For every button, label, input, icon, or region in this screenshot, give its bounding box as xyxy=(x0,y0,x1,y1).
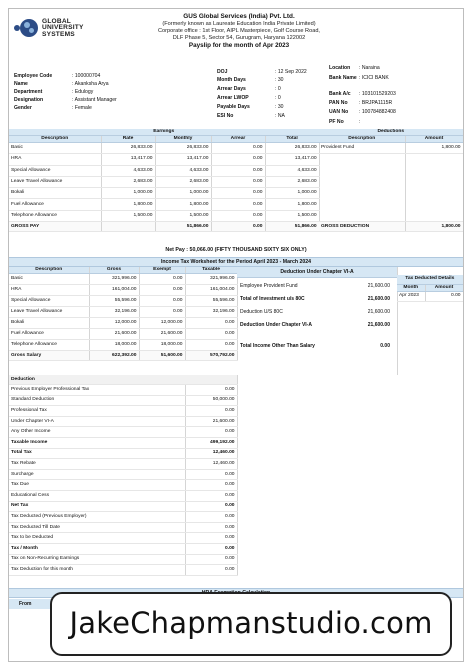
table-row: Provident Fund 1,800.00 xyxy=(319,143,463,154)
table-row: Basic 321,996.00 0.00 321,996.00 xyxy=(9,274,237,285)
info-row: PAN No : BRJPA1115R xyxy=(329,100,393,106)
logo-line: SYSTEMS xyxy=(42,30,75,38)
col-header: Description xyxy=(319,136,405,143)
table-row: HRA 13,417.00 13,417.00 0.00 13,417.00 xyxy=(9,154,319,165)
logo-line: GLOBAL xyxy=(42,18,72,25)
hra-from-label: From xyxy=(9,599,59,609)
info-row: ESI No : NA xyxy=(217,113,285,119)
chapter-via-item: Total of Investment u/s 80C 21,600.00 xyxy=(240,296,390,302)
col-header: Amount xyxy=(425,284,463,291)
table-row: Special Allowance 55,596.00 0.00 55,596.00 xyxy=(9,296,237,307)
logo-line: UNIVERSITY xyxy=(42,24,84,32)
watermark-text: JakeChapmanstudio.com xyxy=(69,606,433,640)
table-row: Leave Travel Allowance 32,196.00 0.00 32,196.00 xyxy=(9,307,237,318)
tds-title: Tax Deducted Details xyxy=(397,275,463,284)
table-row: Any Other Income 0.00 xyxy=(9,427,237,438)
table-row: Taxable Income 499,192.00 xyxy=(9,437,237,448)
table-row: Tax Deducted (Previous Employer) 0.00 xyxy=(9,512,237,523)
chapter-via-item: Employee Provident Fund 21,600.00 xyxy=(240,283,390,289)
tax-worksheet-table xyxy=(9,267,238,361)
table-row: Tax Rebate 12,460.00 xyxy=(9,459,237,470)
payslip-title: Payslip for the month of Apr 2023 xyxy=(188,41,290,49)
table-row: Tax / Month 0.00 xyxy=(9,543,237,554)
table-row: Tax Deduction for this month 0.00 xyxy=(9,565,237,576)
gross-deduction-row: GROSS DEDUCTION 1,800.00 xyxy=(319,222,463,232)
info-row: Bank A/c : 103101529203 xyxy=(329,91,396,97)
table-row: Tax on Non-Recurring Earnings 0.00 xyxy=(9,554,237,565)
gross-salary-row: Gross Salary 622,392.00 51,600.00 570,792.00 xyxy=(9,351,237,361)
table-row: Surcharge 0.00 xyxy=(9,469,237,480)
table-row: Under Chapter VI-A 21,600.00 xyxy=(9,416,237,427)
table-row: Bokali 1,000.00 1,000.00 0.00 1,000.00 xyxy=(9,188,319,199)
table-row: Basic 26,833.00 26,833.00 0.00 26,833.00 xyxy=(9,143,319,154)
col-header: Total xyxy=(265,136,319,143)
table-row: Apr 2023 0.00 xyxy=(397,291,463,301)
info-row: Gender : Female xyxy=(14,105,92,111)
table-row-empty xyxy=(319,154,463,222)
col-header: Monthly xyxy=(155,136,211,143)
table-row: HRA 161,004.00 0.00 161,004.00 xyxy=(9,285,237,296)
chapter-via-item: Deduction U/S 80C 21,600.00 xyxy=(240,309,390,315)
table-row: Standard Deduction 50,000.00 xyxy=(9,395,237,406)
tax-worksheet-title: Income Tax Worksheet for the Period April 2023 - March 2024 xyxy=(9,257,463,267)
table-row: Leave Travel Allowance 2,683.00 2,683.00 0.00 2,683.00 xyxy=(9,176,319,187)
company-header xyxy=(129,13,349,49)
info-row: UAN No : 100784882408 xyxy=(329,109,396,115)
table-row: Telephone Allowance 18,000.00 18,000.00 0.00 xyxy=(9,340,237,351)
chapter-via-item: Deduction Under Chapter VI-A 21,600.00 xyxy=(240,322,390,328)
info-row: Name : Akanksha Arya xyxy=(14,81,109,87)
table-row: Telephone Allowance 1,500.00 1,500.00 0.00 1,500.00 xyxy=(9,210,319,221)
info-row: Employee Code : 100000704 xyxy=(14,73,101,79)
chapter-via-item: Total Income Other Than Salary 0.00 xyxy=(240,343,390,349)
deductions-table xyxy=(319,129,464,232)
logo-text xyxy=(42,19,84,38)
watermark-banner xyxy=(50,592,452,656)
deduction-list-table xyxy=(9,375,238,576)
payslip-document xyxy=(8,8,464,662)
chapter-via-panel xyxy=(237,267,398,375)
info-row: Bank Name : ICICI BANK xyxy=(329,75,389,81)
info-row: Arrear LWOP : 0 xyxy=(217,95,281,101)
company-formerly: (Formerly known as Laureate Education India Private Limited) xyxy=(162,20,316,27)
info-row: PF No : xyxy=(329,119,361,125)
table-row: Total Tax 12,460.00 xyxy=(9,448,237,459)
table-row: Bokali 12,000.00 12,000.00 0.00 xyxy=(9,318,237,329)
table-row: Tax to be Deducted 0.00 xyxy=(9,533,237,544)
company-address-1: Corporate office : 1st Floor, AIPL Masterpiece, Golf Course Road, xyxy=(158,27,320,34)
col-header: Taxable xyxy=(185,267,237,274)
info-row: Designation : Assistant Manager xyxy=(14,97,117,103)
table-row: Tax Due 0.00 xyxy=(9,480,237,491)
info-row: Department : Edulogy xyxy=(14,89,94,95)
chapter-via-title: Deduction Under Chapter VI-A xyxy=(237,267,397,278)
tds-table xyxy=(397,275,464,302)
info-row: Payable Days : 30 xyxy=(217,104,284,110)
info-row: Location : Naraina xyxy=(329,65,380,71)
company-name: GUS Global Services (India) Pvt. Ltd. xyxy=(183,13,295,20)
col-header: Arrear xyxy=(211,136,265,143)
deductions-title: Deductions xyxy=(319,129,463,136)
earnings-title: Earnings xyxy=(9,129,319,136)
table-row: Professional Tax 0.00 xyxy=(9,406,237,417)
gross-pay-row: GROSS PAY 51,866.00 0.00 51,866.00 xyxy=(9,222,319,232)
col-header: Description xyxy=(9,267,89,274)
company-address-2: DLF Phase 5, Sector 54, Gurugram, Haryana 122002 xyxy=(172,34,306,41)
col-header: Amount xyxy=(405,136,463,143)
info-row: DOJ : 12 Sep 2022 xyxy=(217,69,307,75)
globe-icon xyxy=(20,19,38,37)
net-pay: Net Pay : 50,066.00 (FIFTY THOUSAND SIXTY SIX ONLY) xyxy=(165,247,307,253)
info-row: Month Days : 30 xyxy=(217,77,284,83)
table-row: Special Allowance 4,633.00 4,633.00 0.00 4,633.00 xyxy=(9,165,319,176)
table-row: Fuel Allowance 1,800.00 1,800.00 0.00 1,800.00 xyxy=(9,199,319,210)
table-row: Previous Employer Professional Tax 0.00 xyxy=(9,385,237,396)
col-header: Rate xyxy=(101,136,155,143)
col-header: Gross xyxy=(89,267,139,274)
table-row: Fuel Allowance 21,600.00 21,600.00 0.00 xyxy=(9,329,237,340)
earnings-table xyxy=(9,129,320,232)
col-header: Description xyxy=(9,136,101,143)
table-row: Net Tax 0.00 xyxy=(9,501,237,512)
info-row: Arrear Days : 0 xyxy=(217,86,281,92)
logo-dot xyxy=(14,25,20,31)
col-header: Month xyxy=(397,284,425,291)
deduction-list-title: Deduction xyxy=(9,375,237,385)
table-row: Educational Cess 0.00 xyxy=(9,490,237,501)
col-header: Exempt xyxy=(139,267,185,274)
table-row: Tax Deducted Till Date 0.00 xyxy=(9,522,237,533)
